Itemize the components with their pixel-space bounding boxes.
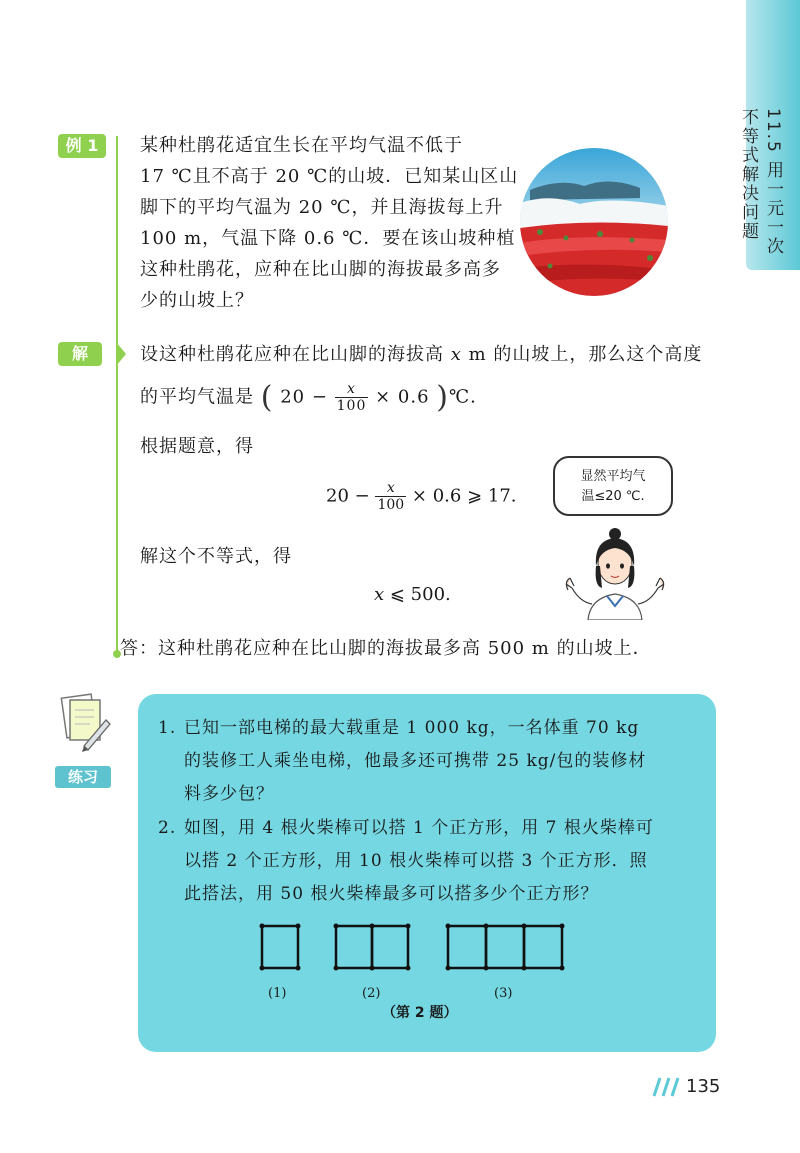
practice-badge: 练习 [55,766,111,788]
question-text: 如图，用 4 根火柴棒可以搭 1 个正方形，用 7 根火柴棒可以搭 2 个正方形，用 10 根火柴棒可以搭 3 个正方形．照此搭法，用 50 根火柴棒最多可以搭多少个正方形？ [184,818,654,904]
chapter-title: 11.5 用一元一次不等式解决问题 [738,108,783,257]
example-badge: 例 1 [58,134,106,158]
question-number: 1. [158,718,177,738]
fraction-numerator: x [335,381,369,398]
speech-bubble [553,456,673,516]
problem-line: 100 m，气温下降 0.6 ℃．要在该山坡种植 [140,228,516,249]
page-number: 135 [686,1076,721,1097]
figure-label: (3) [494,986,513,1001]
problem-line: 这种杜鹃花，应种在比山脚的海拔最多高多 [140,259,501,280]
solution-arrow [116,342,126,366]
problem-line: 17 ℃且不高于 20 ℃的山坡．已知某山区山 [140,166,519,187]
expression-part: 20 − [326,485,370,507]
azalea-mountain-photo [520,148,668,296]
expression-part: × 0.6 [375,386,430,408]
pencil-notebook-icon [56,690,112,754]
figure-caption: （第 2 题） [382,1005,458,1021]
practice-question-1 [158,712,668,811]
fraction-denominator: 100 [336,398,367,414]
matchstick-squares-figure [254,920,584,976]
expression-part: × 0.6 ⩾ 17. [411,485,517,507]
expression-part: 20 − [280,386,328,408]
matchstick-figure-2 [336,926,408,968]
page-number-stripes [650,1076,684,1098]
question-number: 2. [158,818,177,838]
solution-text: 设这种杜鹃花应种在比山脚的海拔高 [140,344,451,365]
solution-text: m 的山坡上，那么这个高度 [461,344,703,365]
solution-badge: 解 [58,342,102,366]
problem-line: 少的山坡上？ [140,290,254,311]
question-text: 已知一部电梯的最大载重是 1 000 kg，一名体重 70 kg 的装修工人乘坐电梯，他最多还可携带 25 kg/包的装修材料多少包？ [184,718,647,804]
inequality-display [326,480,517,513]
solution-line-3: 根据题意，得 [140,436,254,457]
inequality-result [374,584,451,605]
solution-text: 的平均气温是 [140,386,254,408]
chapter-side-tab [738,0,800,270]
solution-line-2: 的平均气温是 ( 20 − $\frac{x}{100}$ × 0.6 )℃. [140,380,477,415]
fraction-numerator: x [375,480,406,497]
figure-label: (2) [362,986,381,1001]
result-text: ⩽ 500. [384,584,451,605]
student-girl-illustration [560,520,670,620]
problem-line: 脚下的平均气温为 20 ℃，并且海拔每上升 [140,197,504,218]
fraction-denominator: 100 [377,497,405,513]
variable-x: x [374,584,385,605]
example-green-line [116,136,118,654]
bubble-line: 温≤20 ℃. [581,489,645,504]
problem-line: 某种杜鹃花适宜生长在平均气温不低于 [140,135,463,156]
bubble-line: 显然平均气 [580,469,646,484]
practice-question-2 [158,812,668,911]
matchstick-figure-1 [262,926,298,968]
variable-x: x [450,344,462,365]
figure-label: (1) [268,986,287,1001]
matchstick-figure-3 [448,926,562,968]
fraction [335,381,369,414]
example-problem-text [140,130,526,316]
answer-line: 答：这种杜鹃花应种在比山脚的海拔最多高 500 m 的山坡上． [120,638,652,659]
solution-text: ℃. [449,386,477,408]
fraction [375,480,406,513]
solution-line-4: 解这个不等式，得 [140,546,292,567]
solution-line-1 [140,340,702,366]
